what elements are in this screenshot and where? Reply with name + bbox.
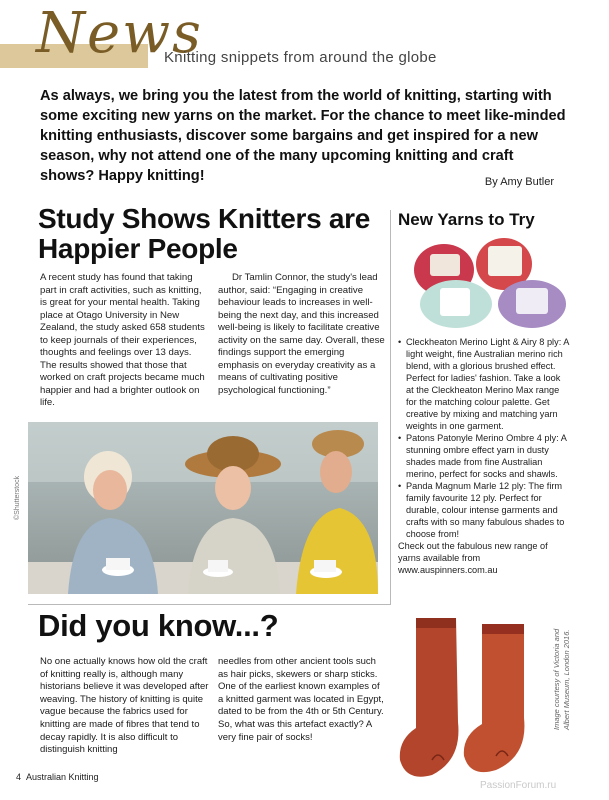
did-you-know-column-1: No one actually knows how old the craft of knitting really is, although many historians believe it was developed after weaving. The history of knitting is quite vague because the fabrics used for knitting are made of fibres that tend to decay rapidly. It is also difficult to distinguish knitting (40, 656, 209, 756)
yarn-item: • Panda Magnum Marle 12 ply: The firm family favourite 12 ply. Perfect for durable, colour intense garments and crafts with so many fabulous shades to choose from! (398, 480, 570, 540)
watermark: PassionForum.ru (480, 780, 557, 791)
yarns-list (398, 336, 570, 576)
column-divider (390, 210, 391, 605)
section-divider (28, 604, 390, 605)
image-credit (552, 629, 572, 730)
study-column-2: Dr Tamlin Connor, the study's lead author, said: “Engaging in creative behaviour leads to increases in well-being the next day, and this increased well-being is likely to facilitate creative activity on the same day. Overall, these findings support the emerging emphasis on everyday creativity as a means of cultivating positive psychological functioning.” (218, 272, 385, 396)
publication-name: Australian Knitting (26, 772, 99, 782)
section-title-news: News (36, 1, 203, 66)
image-credit-line-2: Albert Museum, London 2016. (562, 629, 571, 730)
photo-women-laughing (28, 422, 378, 594)
page-number: 4 (16, 772, 22, 782)
yarn-balls-image (404, 234, 574, 330)
image-credit-line-1: Image courtesy of Victoria and (552, 628, 561, 730)
byline: By Amy Butler (484, 176, 554, 188)
yarns-website-note: Check out the fabulous new range of yarns available from www.auspinners.com.au (398, 541, 548, 575)
did-you-know-column-2: needles from other ancient tools such as hair picks, skewers or sharp sticks. One of the earliest known examples of a knitted garment was located in Egypt, dated to be from the 4th or 5th Century. So, what was this artefact exactly? A very fine pair of socks! (218, 656, 384, 743)
section-tagline: Knitting snippets from around the globe (164, 49, 437, 66)
study-column-1: A recent study has found that taking part in craft activities, such as knitting, is great for your mental health. Taking place at Otago University in New Zealand, the study asked 658 students to keep journals of their experiences, thoughts and feelings over 13 days. The results showed that those that worked on craft projects became much happier and had a brighter outlook on life. (40, 272, 205, 408)
study-headline: Study Shows Knitters are Happier People (38, 203, 370, 264)
ancient-socks-image (392, 610, 552, 785)
yarns-headline: New Yarns to Try (398, 210, 535, 229)
yarn-item: • Patons Patonyle Merino Ombre 4 ply: A stunning ombre effect yarn in dusty shades made from fine Australian merino, perfect for socks and shawls. (398, 432, 570, 480)
intro-paragraph: As always, we bring you the latest from the world of knitting, starting with some exciting new yarns on the market. For the chance to meet like-minded knitting enthusiasts, discover some bargains and get inspired for a new season, why not attend one of the many upcoming knitting and craft shows? Happy knitting! (40, 88, 566, 184)
did-you-know-headline: Did you know...? (38, 608, 279, 643)
photo-credit: ©Shutterstock (14, 475, 21, 520)
yarn-item: • Cleckheaton Merino Light & Airy 8 ply: A light weight, fine Australian merino rich blend, with a glorious brushed effect. Perfect for ladies' fashion. Take a look at the Cleckheaton Merino Max range for the matching colour palette. Get creative by mixing and matching yarn weights in one garment. (398, 336, 570, 432)
